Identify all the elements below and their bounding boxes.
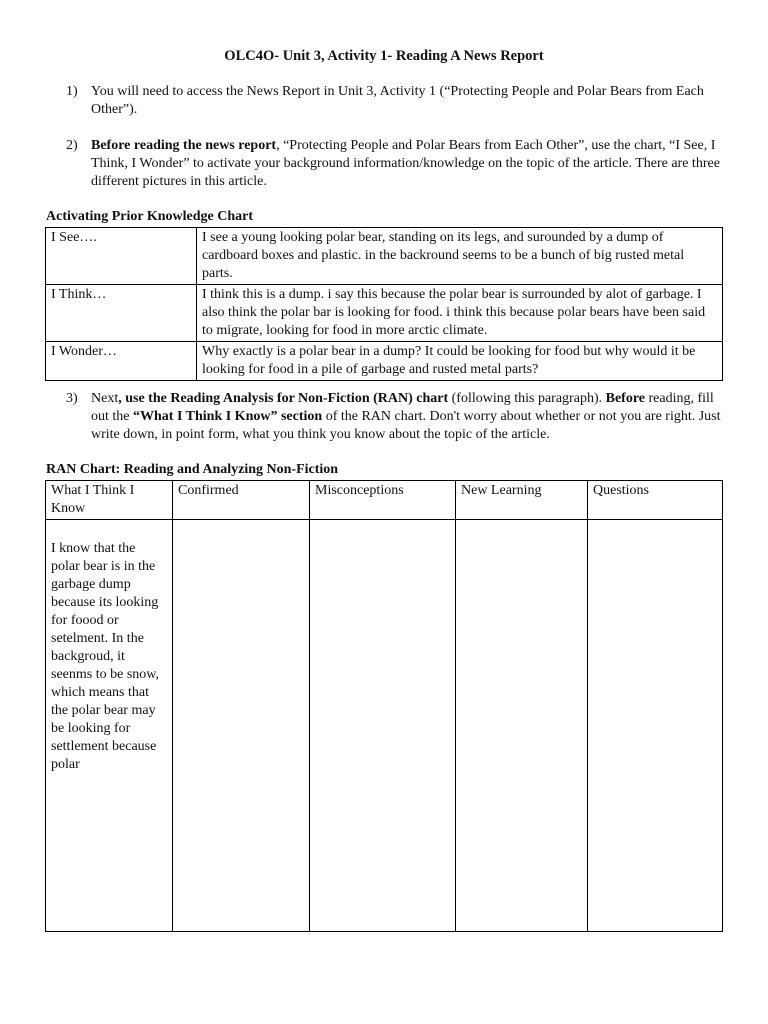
ran-header-misconceptions: Misconceptions	[310, 481, 456, 520]
apk-label-see: I See….	[46, 228, 197, 285]
instruction-3-part: of the RAN chart. Don't worry about whether or not you are right. Just write down, in point form, what you think you know about the topic of the article.	[91, 409, 721, 442]
instruction-3-number: 3)	[66, 391, 78, 406]
instruction-2-bold: Before reading the news report	[91, 138, 277, 153]
apk-row-wonder	[46, 342, 723, 381]
ran-header-confirmed: Confirmed	[173, 481, 310, 520]
instruction-2	[46, 137, 726, 191]
apk-label-think: I Think…	[46, 285, 197, 342]
instruction-3-text	[91, 390, 726, 444]
ran-cell-confirmed	[173, 520, 310, 932]
ran-body-row	[46, 520, 723, 932]
instruction-3-bold: , use the	[118, 391, 171, 406]
apk-text-think: I think this is a dump. i say this because the polar bear is surrounded by alot of garbage. I also think the polar bar is looking for food. i think this because polar bears have been said to migrate, looking for food in more arctic climate.	[197, 285, 723, 342]
ran-chart-heading: RAN Chart: Reading and Analyzing Non-Fiction	[46, 462, 339, 477]
apk-text-wonder: Why exactly is a polar bear in a dump? It could be looking for food but why would it be looking for food in a pile of garbage and rusted metal parts?	[197, 342, 723, 381]
ran-chart-table	[45, 480, 723, 932]
instruction-3-bold: Reading Analysis for Non-Fiction (RAN) chart	[170, 391, 449, 406]
apk-row-think	[46, 285, 723, 342]
instruction-2-number: 2)	[66, 138, 78, 153]
ran-cell-new-learning	[456, 520, 588, 932]
ran-header-questions: Questions	[588, 481, 723, 520]
ran-cell-questions	[588, 520, 723, 932]
ran-header-know: What I Think I Know	[46, 481, 173, 520]
apk-row-see	[46, 228, 723, 285]
instruction-3-part: reading, fill out the	[91, 391, 714, 424]
ran-header-row	[46, 481, 723, 520]
instruction-2-body: , “Protecting People and Polar Bears from Each Other”, use the chart, “I See, I Think, I Wonder” to activate your background information/knowledge on the topic of the article. There are three different pictures in this article.	[91, 138, 720, 189]
instruction-3-bold: “What I Think I Know” section	[133, 409, 323, 424]
instruction-1-number: 1)	[66, 84, 78, 99]
instruction-3	[46, 390, 726, 444]
apk-chart-heading: Activating Prior Knowledge Chart	[46, 209, 253, 224]
ran-header-new-learning: New Learning	[456, 481, 588, 520]
instruction-3-part: (following this paragraph).	[448, 391, 606, 406]
instruction-2-text	[91, 137, 726, 191]
ran-cell-know: I know that the polar bear is in the garbage dump because its looking for foood or setelment. In the backgroud, it seenms to be snow, which means that the polar bear may be looking for settlement because polar	[46, 520, 173, 932]
page-title: OLC4O- Unit 3, Activity 1- Reading A News Report	[224, 48, 544, 64]
apk-text-see: I see a young looking polar bear, standing on its legs, and surounded by a dump of cardboard boxes and plastic. in the backround seems to be a bunch of big rusted metal parts.	[197, 228, 723, 285]
ran-cell-misconceptions	[310, 520, 456, 932]
instruction-1	[46, 83, 726, 119]
apk-chart-table	[45, 227, 723, 381]
apk-label-wonder: I Wonder…	[46, 342, 197, 381]
instruction-1-text: You will need to access the News Report in Unit 3, Activity 1 (“Protecting People and Polar Bears from Each Other”).	[91, 84, 704, 117]
instruction-3-bold: Before	[605, 391, 645, 406]
instruction-3-part: Next	[91, 391, 119, 406]
